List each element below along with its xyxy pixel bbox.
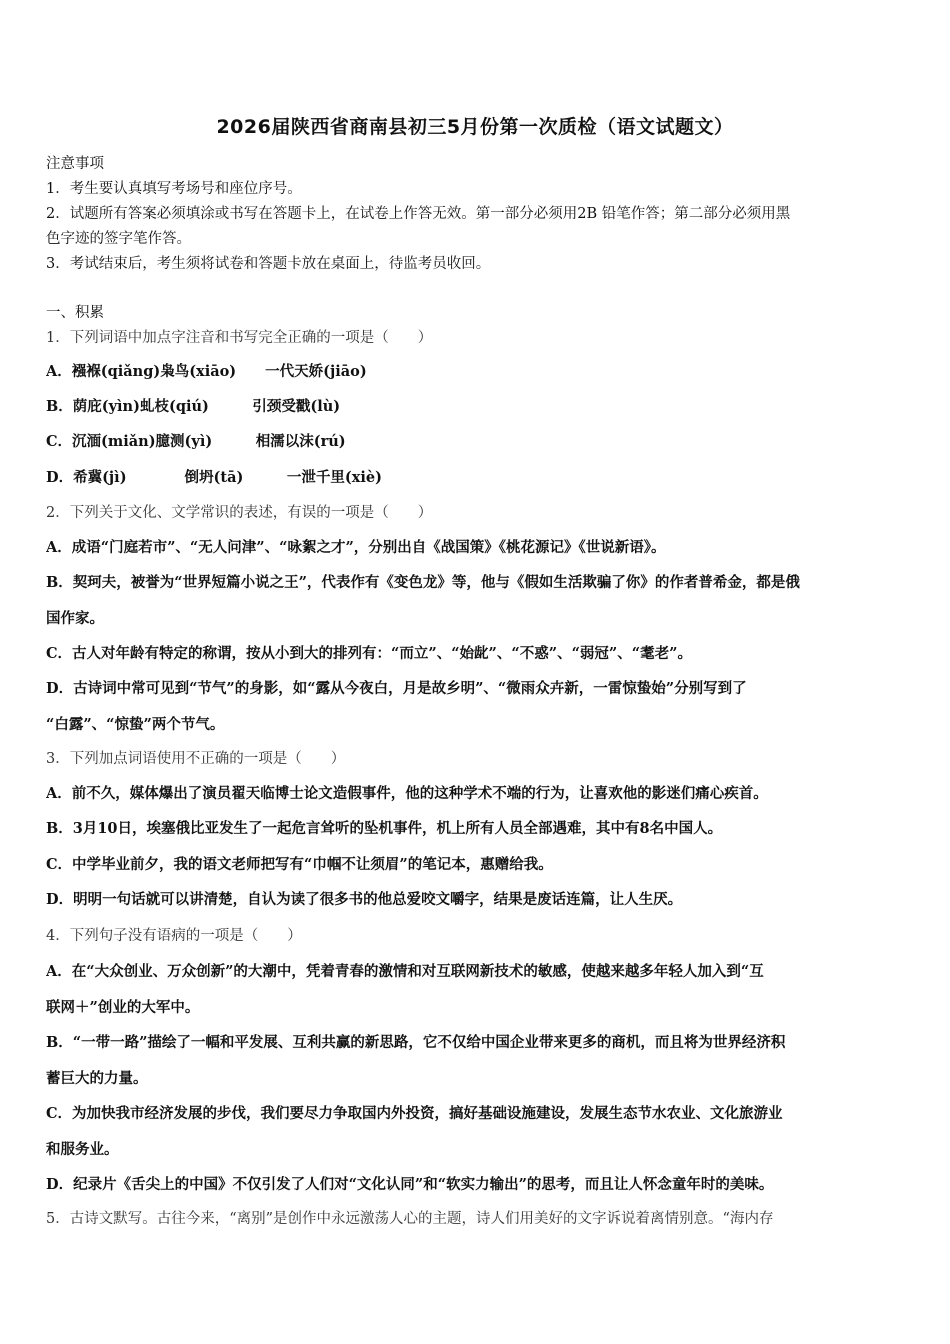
question-1-stem: 1．下列词语中加点字注音和书写完全正确的一项是（ ） (46, 330, 433, 346)
question-2-option-d: D．古诗词中常可见到“节气”的身影，如“露从今夜白，月是故乡明”、“微雨众卉新，一雷惊蛰始”分别写到了 (46, 680, 747, 697)
question-2-option-b-cont: 国作家。 (46, 610, 104, 627)
question-2-option-d-cont: “白露”、“惊蛰”两个节气。 (46, 716, 225, 733)
notice-heading: 注意事项 (46, 156, 104, 172)
notice-item: 3．考试结束后，考生须将试卷和答题卡放在桌面上，待监考员收回。 (46, 256, 491, 272)
question-3-option-d: D．明明一句话就可以讲清楚，自认为读了很多书的他总爱咬文嚼字，结果是废话连篇，让人生厌。 (46, 891, 683, 908)
question-3-option-a: A．前不久，媒体爆出了演员翟天临博士论文造假事件，他的这种学术不端的行为，让喜欢他的影迷们痛心疾首。 (46, 785, 768, 802)
question-2-option-b: B．契珂夫，被誉为“世界短篇小说之王”，代表作有《变色龙》等，他与《假如生活欺骗了你》的作者普希金，都是俄 (46, 574, 800, 591)
question-3-option-c: C．中学毕业前夕，我的语文老师把写有“巾帼不让须眉”的笔记本，惠赠给我。 (46, 856, 553, 873)
notice-item: 1．考生要认真填写考场号和座位序号。 (46, 181, 302, 197)
question-1-option-d: D．希冀(jì) 倒坍(tā) 一泄千里(xiè) (46, 469, 382, 486)
question-4-stem: 4．下列句子没有语病的一项是（ ） (46, 928, 302, 944)
question-2-stem: 2．下列关于文化、文学常识的表述，有误的一项是（ ） (46, 505, 433, 521)
question-4-option-a-cont: 联网＋”创业的大军中。 (46, 999, 200, 1016)
question-4-option-a: A．在“大众创业、万众创新”的大潮中，凭着青春的激情和对互联网新技术的敏感，使越来越多年轻人加入到“互 (46, 963, 764, 980)
section-heading: 一、积累 (46, 305, 104, 321)
notice-item: 2．试题所有答案必须填涂或书写在答题卡上，在试卷上作答无效。第一部分必须用2B 铅笔作答；第二部分必须用黑 (46, 206, 791, 222)
question-1-option-b: B．荫庇(yìn)虬枝(qiú) 引颈受戳(lù) (46, 398, 341, 415)
question-4-option-d: D．纪录片《舌尖上的中国》不仅引发了人们对“文化认同”和“软实力输出”的思考，而且让人怀念童年时的美味。 (46, 1176, 774, 1193)
page-title: 2026届陕西省商南县初三5月份第一次质检（语文试题文） (216, 116, 734, 138)
question-4-option-c: C．为加快我市经济发展的步伐，我们要尽力争取国内外投资，搞好基础设施建设，发展生态节水农业、文化旅游业 (46, 1105, 783, 1122)
question-1-option-c: C．沉湎(miǎn)臆测(yì) 相濡以沫(rú) (46, 433, 346, 450)
question-3-stem: 3．下列加点词语使用不正确的一项是（ ） (46, 751, 346, 767)
question-4-option-b: B．“一带一路”描绘了一幅和平发展、互利共赢的新思路，它不仅给中国企业带来更多的商机，而且将为世界经济积 (46, 1034, 786, 1051)
question-2-option-c: C．古人对年龄有特定的称谓，按从小到大的排列有：“而立”、“始龀”、“不惑”、“弱冠”、“耄老”。 (46, 645, 692, 662)
question-1-option-a: A．襁褓(qiǎng)枭鸟(xiāo) 一代天娇(jiāo) (46, 363, 367, 380)
question-5-stem: 5．古诗文默写。古往今来，“离别”是创作中永远激荡人心的主题，诗人们用美好的文字诉说着离情别意。“海内存 (46, 1211, 774, 1227)
question-4-option-c-cont: 和服务业。 (46, 1141, 119, 1158)
question-4-option-b-cont: 蓄巨大的力量。 (46, 1070, 148, 1087)
question-2-option-a: A．成语“门庭若市”、“无人问津”、“咏絮之才”，分别出自《战国策》《桃花源记》《世说新语》。 (46, 539, 666, 556)
question-3-option-b: B．3月10日，埃塞俄比亚发生了一起危言耸听的坠机事件，机上所有人员全部遇难，其中有8名中国人。 (46, 820, 723, 837)
notice-item: 色字迹的签字笔作答。 (46, 231, 191, 247)
